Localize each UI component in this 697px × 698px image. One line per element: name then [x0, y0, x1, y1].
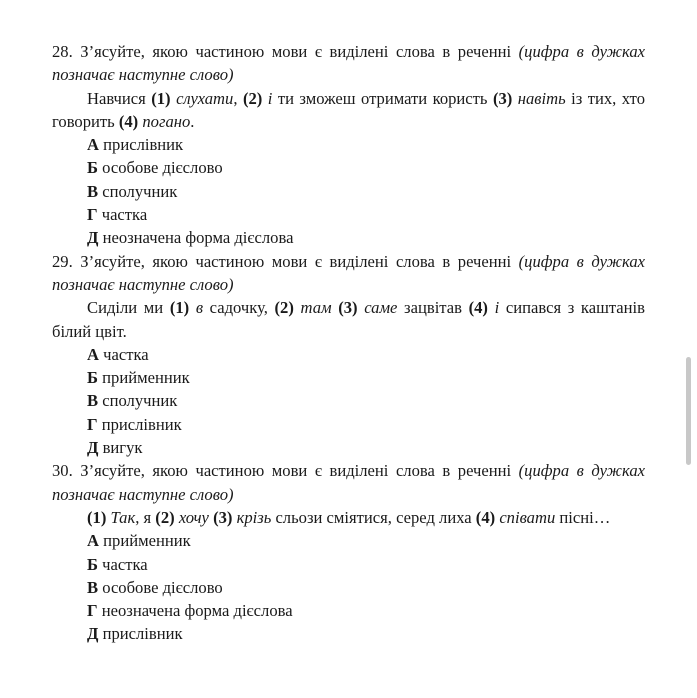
- option-text: вигук: [102, 438, 143, 458]
- option-text: неозначена форма дієслова: [101, 601, 293, 621]
- question-note: (цифра в дужках позначає наступне слово): [52, 251, 645, 294]
- word-marker-3: (3): [492, 88, 513, 108]
- answer-option: [52, 389, 645, 412]
- question-instruction: З’ясуйте, якою частиною мови є виділені слова в реченні: [80, 461, 512, 481]
- option-text: особове дієслово: [102, 158, 223, 178]
- question-note: (цифра в дужках позначає наступне слово): [52, 42, 645, 85]
- option-letter: Б: [87, 554, 98, 574]
- option-text: прийменник: [102, 368, 190, 388]
- option-letter: А: [87, 531, 99, 551]
- sentence-text: зацвітав: [397, 298, 469, 318]
- word-marker-1: (1): [151, 88, 171, 108]
- answer-option: [52, 366, 645, 389]
- word-marker-4: (4): [475, 507, 496, 527]
- sentence-text: ти зможеш отримати користь: [272, 88, 493, 108]
- question-header: [52, 250, 645, 297]
- option-text: особове дієслово: [102, 577, 223, 597]
- option-text: прислівник: [102, 624, 183, 644]
- question-sentence: [52, 87, 645, 134]
- highlighted-word-3: крізь: [236, 507, 272, 527]
- highlighted-word-3: саме: [364, 298, 398, 318]
- answer-option: [52, 622, 645, 645]
- sentence-text: ,: [233, 88, 243, 108]
- highlighted-word-2: там: [300, 298, 332, 318]
- word-marker-2: (2): [274, 298, 294, 318]
- option-letter: Д: [87, 438, 99, 458]
- highlighted-word-1: в: [195, 298, 204, 318]
- answer-option: [52, 413, 645, 436]
- question-header: [52, 40, 645, 87]
- answer-option: [52, 553, 645, 576]
- sentence-text: Сиділи ми: [87, 298, 170, 318]
- question-instruction: З’ясуйте, якою частиною мови є виділені слова в реченні: [80, 42, 512, 61]
- question-number: 28.: [52, 42, 73, 61]
- option-letter: Г: [87, 205, 98, 225]
- option-letter: Д: [87, 228, 99, 248]
- answer-option: [52, 226, 645, 249]
- word-marker-4: (4): [118, 111, 139, 131]
- answer-option: [52, 576, 645, 599]
- word-marker-4: (4): [468, 298, 488, 318]
- sentence-text: .: [190, 111, 195, 131]
- option-letter: А: [87, 135, 99, 155]
- word-marker-1: (1): [87, 507, 107, 527]
- option-text: неозначена форма дієслова: [102, 228, 294, 248]
- question-header: [52, 459, 645, 506]
- highlighted-word-2: і: [267, 88, 273, 108]
- option-letter: Д: [87, 624, 99, 644]
- sentence-text: , я: [135, 507, 156, 527]
- vertical-scrollbar[interactable]: [686, 357, 691, 465]
- highlighted-word-4: співати: [499, 507, 556, 527]
- option-text: прислівник: [103, 135, 184, 155]
- option-text: прислівник: [101, 414, 182, 434]
- highlighted-word-4: і: [494, 298, 500, 318]
- option-text: частка: [103, 344, 149, 364]
- highlighted-word-3: навіть: [517, 88, 566, 108]
- answer-option: [52, 599, 645, 622]
- question-note: (цифра в дужках позначає наступне слово): [52, 461, 645, 504]
- option-letter: Б: [87, 158, 98, 178]
- word-marker-1: (1): [169, 298, 190, 318]
- option-text: сполучник: [102, 391, 178, 411]
- option-text: частка: [101, 205, 148, 225]
- answer-option: [52, 436, 645, 459]
- sentence-text: із тих, хто говорить: [52, 88, 645, 131]
- sentence-text: садочку,: [203, 298, 275, 318]
- sentence-text: сльози сміятися, серед лиха: [271, 507, 476, 527]
- highlighted-word-2: хочу: [178, 507, 209, 527]
- question-instruction: З’ясуйте, якою частиною мови є виділені слова в реченні: [80, 251, 512, 271]
- question-sentence: [52, 296, 645, 343]
- option-letter: Г: [87, 414, 98, 434]
- answer-option: [52, 343, 645, 366]
- question-sentence: [52, 506, 645, 529]
- option-text: сполучник: [102, 181, 178, 201]
- word-marker-3: (3): [213, 507, 233, 527]
- option-text: частка: [102, 554, 148, 574]
- answer-option: [52, 203, 645, 226]
- word-marker-3: (3): [338, 298, 358, 318]
- document-page: [52, 40, 645, 646]
- question-28: [52, 40, 645, 250]
- answer-option: [52, 156, 645, 179]
- highlighted-word-1: слухати: [176, 88, 234, 108]
- word-marker-2: (2): [242, 88, 263, 108]
- option-letter: В: [87, 181, 99, 201]
- question-number: 30.: [52, 461, 73, 481]
- option-letter: Г: [87, 601, 98, 621]
- option-letter: Б: [87, 368, 98, 388]
- sentence-text: пісні…: [555, 507, 611, 527]
- answer-option: [52, 180, 645, 203]
- highlighted-word-4: погано: [142, 111, 191, 131]
- answer-option: [52, 529, 645, 552]
- option-letter: А: [87, 344, 99, 364]
- highlighted-word-1: Так: [110, 507, 136, 527]
- answer-option: [52, 133, 645, 156]
- question-30: [52, 459, 645, 645]
- option-letter: В: [87, 577, 99, 597]
- sentence-text: сипався з каштанів білий цвіт.: [52, 298, 646, 341]
- question-29: [52, 250, 645, 460]
- sentence-text: Навчися: [87, 88, 152, 108]
- option-letter: В: [87, 391, 99, 411]
- option-text: прийменник: [103, 531, 191, 551]
- question-number: 29.: [52, 251, 73, 271]
- word-marker-2: (2): [155, 507, 175, 527]
